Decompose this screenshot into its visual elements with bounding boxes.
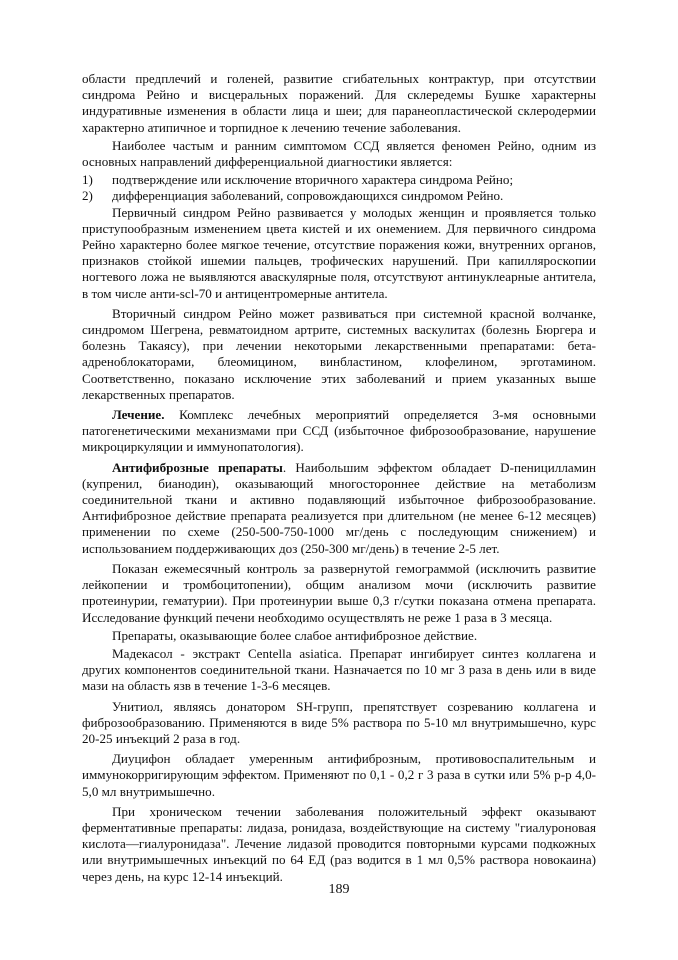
- paragraph-enzymes: При хроническом течении заболевания положительный эффект оказывают ферментативные препараты: лидаза, ронидаза, воздействующие на систему "гиалуроновая кислота—гиалуронидаза". Лечение лидазой проводится повторными курсами подкожных или внутримышечных инъекций по 64 ЕД (раз водится в 1 мл 0,5% раствора новокаина) через день, на курс 12-14 инъекций.: [82, 803, 596, 884]
- paragraph-monitoring: Показан ежемесячный контроль за развернутой гемограммой (исключить развитие лейкопении и тромбоцитопении), общим анализом мочи (исключить развитие протеинурии, гематурии). При протеинурии выше 0,3 г/сутки показана отмена препарата. Исследование функций печени необходимо осуществлять не реже 1 раза в 3 месяца.: [82, 560, 596, 625]
- paragraph-unithiol: Унитиол, являясь донатором SH-групп, препятствует созреванию коллагена и фиброзообразованию. Применяются в виде 5% раствора по 5-10 мл внутримышечно, курс 20-25 инъекций 2 раза в год.: [82, 698, 596, 746]
- page-number: 189: [328, 882, 350, 897]
- paragraph-raynaud-main: Наиболее частым и ранним симптомом ССД является феномен Рейно, одним из основных направлений дифференциальной диагностики является:: [82, 137, 596, 170]
- list-item-number: 1): [82, 172, 93, 188]
- paragraph-madecassol: Мадекасол - экстракт Centella asiatica. Препарат ингибирует синтез коллагена и других компонентов соединительной ткани. Назначается по 10 мг 3 раза в день или в виде мази на область язв в течение 1-3-6 месяцев.: [82, 645, 596, 694]
- list-item-number: 2): [82, 188, 93, 204]
- paragraph-intro: области предплечий и голеней, развитие сгибательных контрактур, при отсутствии синдрома Рейно и висцеральных поражений. Для склередемы Бушке характерны индуративные изменения в области лица и шеи; для паранеопластической склеродермии характерно атипичное и торпидное к лечению течение заболевания.: [82, 71, 596, 135]
- list-item-text: дифференциация заболеваний, сопровождающихся синдромом Рейно.: [112, 188, 504, 204]
- antifibrotic-text: . Наибольшим эффектом обладает D-пеницилламин (купренил, бианодин), оказывающий многостороннее действие на метаболизм соединительной ткани и активно подавляющий избыточное фиброзообразование. Антифиброзное действие препарата реализуется при длительном (не менее 6-12 месяцев) применении по схеме (250-500-750-1000 мг/день с последующим снижением) и использованием поддерживающих доз (250-300 мг/день) в течение 2-5 лет.: [82, 459, 596, 556]
- paragraph-weak-drugs: Препараты, оказывающие более слабое антифиброзное действие.: [112, 627, 478, 643]
- list-item-text: подтверждение или исключение вторичного характера синдрома Рейно;: [112, 172, 514, 188]
- paragraph-treatment: [82, 407, 596, 456]
- list-item: [82, 172, 596, 188]
- page-body: [82, 71, 596, 887]
- paragraph-primary-raynaud: Первичный синдром Рейно развивается у молодых женщин и проявляется только приступообразным изменением цвета кистей и их онемением. Для первичного синдрома Рейно характерно более мягкое течение, отсутствие поражения кожи, внутренних органов, признаков стойкой ишемии пальцев, трофических нарушений. При капилляроскопии ногтевого ложа не выявляются аваскулярные поля, отсутствуют антинуклеарные антитела, в том числе анти-scl-70 и антицентромерные антитела.: [82, 204, 596, 301]
- treatment-heading: Лечение.: [112, 407, 165, 423]
- paragraph-diucifon: Диуцифон обладает умеренным антифиброзным, противовоспалительным и иммунокорригирующим эффектом. Применяют по 0,1 - 0,2 г 3 раза в сутки или 5% р-р 4,0-5,0 мл внутримышечно.: [82, 751, 596, 799]
- antifibrotic-heading: Антифиброзные препараты: [112, 459, 283, 475]
- paragraph-secondary-raynaud: Вторичный синдром Рейно может развиваться при системной красной волчанке, синдромом Шегрена, ревматоидном артрите, системных васкулитах (болезнь Бюргера и болезнь Такаясу), при лечении некоторыми лекарственными препаратами: бета-адреноблокаторами, блеомицином, винбластином, клофелином, эрготамином. Соответственно, показано исключение этих заболеваний и прием указанных выше лекарственных препаратов.: [82, 305, 596, 402]
- list-item: [82, 188, 596, 204]
- diagnosis-list: [82, 172, 596, 204]
- paragraph-antifibrotic: [82, 460, 596, 557]
- treatment-text: Комплекс лечебных мероприятий определяется 3-мя основными патогенетическими механизмами при ССД (избыточное фиброзообразование, нарушение микроциркуляции и иммунопатология).: [82, 407, 596, 455]
